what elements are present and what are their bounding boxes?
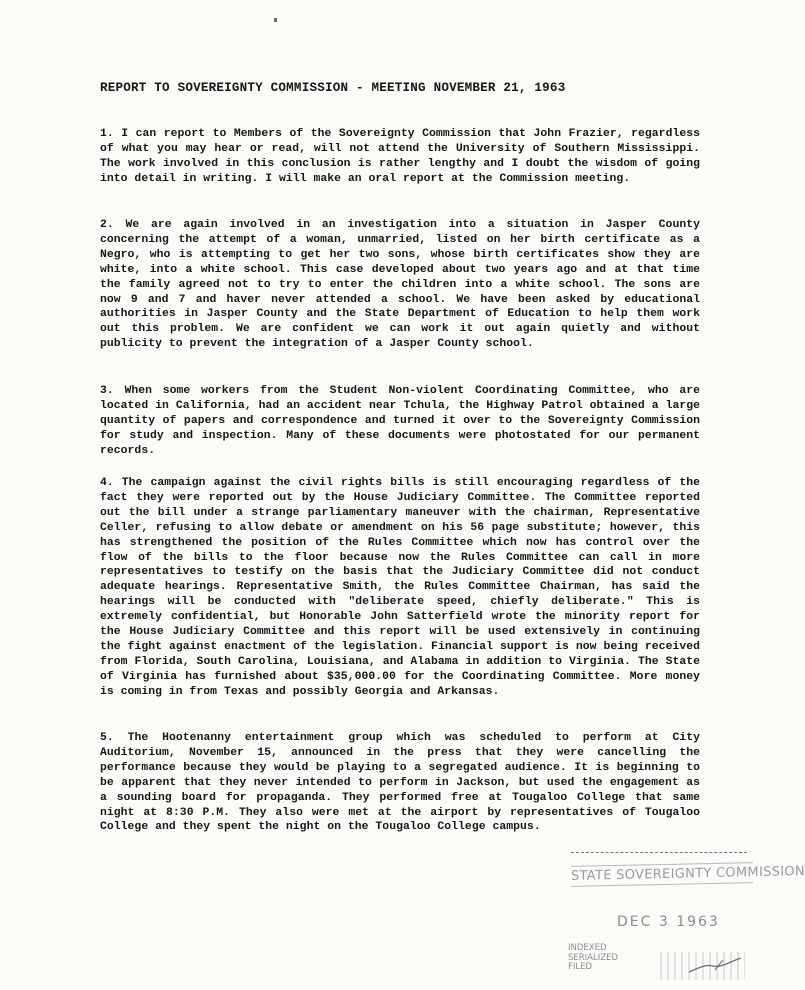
stamp-border [571, 852, 747, 853]
initials-scrawl-icon [685, 956, 745, 976]
stamp-item-filed: FILED [568, 962, 593, 972]
paragraph-5: 5. The Hootenanny entertainment group which was scheduled to perform at City Auditorium, November 15, announced in the press that they were cancelling the performance because they would be playing to a segregated audience. It is beginning to be apparent that they never intended to perform in Jackson, but used the engagement as a sounding board for propaganda. They performed free at Tougaloo College that same night at 8:30 P.M. They also were met at the airport by representatives of Tougaloo College and they spent the night on the Tougaloo College campus. [100, 732, 700, 834]
paragraph-3: 3. When some workers from the Student Non-violent Coordinating Committee, who are located in California, had an accident near Tchula, the Highway Patrol obtained a large quantity of papers and correspondence and turned it over to the Sovereignty Commission for study and inspection. Many of these documents were photostated for our permanent records. [100, 385, 700, 457]
stamp-date: DEC 3 1963 [617, 914, 720, 930]
paragraph-1: 1. I can report to Members of the Sovereignty Commission that John Frazier, regardless of what you may hear or read, will not attend the University of Southern Mississippi. The work involved in this conclusion is rather lengthy and I doubt the wisdom of going into detail in writing. I will make an oral report at the Commission meeting. [100, 128, 700, 185]
stamp-item-serialized: SERIALIZED [568, 952, 618, 963]
stamp-title: STATE SOVEREIGNTY COMMISSION [571, 862, 753, 887]
received-stamp [565, 852, 805, 982]
paragraph-2: 2. We are again involved in an investigation into a situation in Jasper County concerning the attempt of a woman, unmarried, listed on her birth certificate as a Negro, who is attempting to get her two sons, whose birth certificates show they are white, into a white school. This case developed about two years ago and at that time the family agreed not to try to enter the children into a white school. The sons are now 9 and 7 and haver never attended a school. We have been asked by educational authorities in Jasper County and the State Department of Education to help them work out this problem. We are confident we can work it out again quietly and without publicity to prevent the integration of a Jasper County school. [100, 219, 700, 351]
scan-speck [274, 18, 277, 22]
paragraph-4: 4. The campaign against the civil rights bills is still encouraging regardless of the fact they were reported out by the House Judiciary Committee. The Committee reported out the bill under a strange parliamentary maneuver with the chairman, Representative Celler, refusing to allow debate or amendment on his 56 page substitute; however, this has strengthened the position of the Rules Committee which now has control over the flow of the bills to the floor because now the Rules Committee can call in more representatives to testify on the basis that the Judiciary Committee did not conduct adequate hearings. Representative Smith, the Rules Committee Chairman, has said the hearings will be conducted with "deliberate speed, chiefly deliberate." This is extremely confidential, but Honorable John Satterfield wrote the minority report for the House Judiciary Committee and this report will be used extensively in continuing the fight against enactment of the legislation. Financial support is now being received from Florida, South Carolina, Louisiana, and Alabama in addition to Virginia. The State of Virginia has furnished about $35,000.00 for the Coordinating Committee. More money is coming in from Texas and possibly Georgia and Arkansas. [100, 477, 700, 698]
report-title: REPORT TO SOVEREIGNTY COMMISSION - MEETING NOVEMBER 21, 1963 [100, 81, 566, 95]
stamp-checklist [568, 944, 618, 973]
stamp-item-indexed: INDEXED [568, 943, 607, 953]
